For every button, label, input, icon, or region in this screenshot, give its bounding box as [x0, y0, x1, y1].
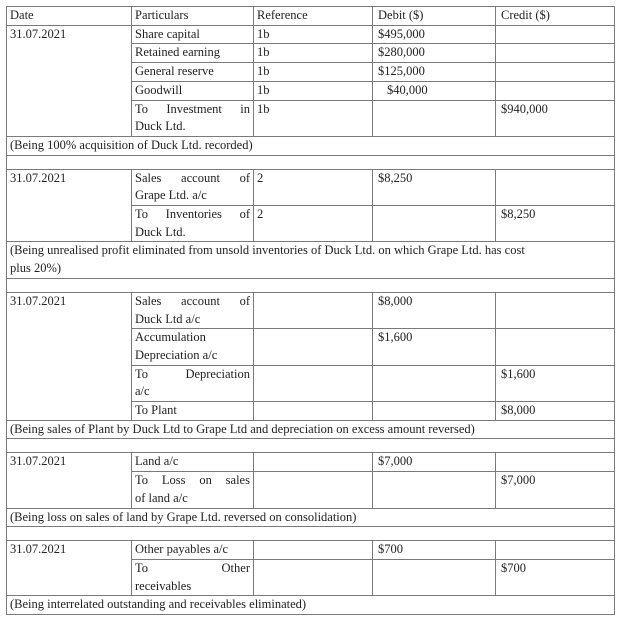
reference-cell: 1b — [254, 25, 373, 44]
spacer-cell — [7, 527, 615, 541]
entry-date: 31.07.2021 — [7, 25, 132, 136]
reference-cell: 1b — [254, 100, 373, 136]
particulars-line: a/c — [135, 384, 150, 399]
reference-cell — [254, 559, 373, 595]
particulars-word: Inventories — [165, 207, 222, 222]
particulars-line: Duck Ltd. — [135, 224, 186, 239]
reference-cell — [254, 453, 373, 472]
header-credit: Credit ($) — [496, 7, 615, 26]
particulars-word: of — [239, 207, 250, 222]
debit-cell: $8,000 — [373, 292, 496, 328]
spacer-row — [7, 155, 615, 169]
reference-cell: 1b — [254, 63, 373, 82]
particulars-word: of — [239, 293, 250, 308]
reference-cell — [254, 541, 373, 560]
particulars-word: account — [181, 170, 220, 185]
header-particulars: Particulars — [132, 7, 254, 26]
particulars-cell — [132, 329, 254, 365]
particulars-cell — [132, 100, 254, 136]
particulars-word: Sales — [135, 293, 162, 308]
debit-cell: $40,000 — [373, 81, 496, 100]
particulars-line — [135, 206, 250, 224]
credit-cell — [496, 44, 615, 63]
particulars-line — [135, 101, 250, 119]
narration-line: (Being unrealised profit eliminated from unsold inventories of Duck Ltd. on which Grape Ltd. has cost — [10, 243, 525, 258]
narration-row — [7, 242, 615, 278]
particulars-cell — [132, 206, 254, 242]
particulars-line — [135, 170, 250, 188]
spacer-row — [7, 439, 615, 453]
spacer-row — [7, 527, 615, 541]
particulars-cell: Land a/c — [132, 453, 254, 472]
table-row — [7, 169, 615, 205]
narration-text: (Being interrelated outstanding and receivables eliminated) — [7, 596, 615, 615]
particulars-cell — [132, 472, 254, 508]
particulars-word: To — [135, 560, 149, 575]
particulars-line — [135, 472, 250, 490]
reference-cell: 1b — [254, 44, 373, 63]
particulars-line — [135, 560, 250, 578]
debit-cell: $1,600 — [373, 329, 496, 365]
particulars-cell: To Plant — [132, 402, 254, 421]
debit-cell — [373, 472, 496, 508]
debit-cell — [373, 100, 496, 136]
particulars-cell: Retained earning — [132, 44, 254, 63]
reference-cell — [254, 472, 373, 508]
particulars-word: on — [199, 473, 212, 488]
reference-cell — [254, 402, 373, 421]
header-date: Date — [7, 7, 132, 26]
debit-cell — [373, 559, 496, 595]
header-reference: Reference — [254, 7, 373, 26]
entry-date: 31.07.2021 — [7, 541, 132, 596]
credit-cell — [496, 453, 615, 472]
particulars-word: To — [135, 366, 149, 381]
particulars-word: To — [135, 101, 149, 116]
debit-cell — [373, 402, 496, 421]
particulars-line: Accumulation — [135, 330, 206, 345]
particulars-line: Duck Ltd a/c — [135, 311, 201, 326]
narration-row — [7, 596, 615, 615]
credit-cell: $8,000 — [496, 402, 615, 421]
spacer-cell — [7, 278, 615, 292]
narration-row — [7, 420, 615, 439]
particulars-word: To — [135, 207, 149, 222]
debit-cell: $495,000 — [373, 25, 496, 44]
particulars-line: Grape Ltd. a/c — [135, 188, 207, 203]
particulars-line — [135, 366, 250, 384]
particulars-line — [135, 293, 250, 311]
credit-cell — [496, 169, 615, 205]
narration-row — [7, 136, 615, 155]
particulars-cell: Goodwill — [132, 81, 254, 100]
header-row — [7, 7, 615, 26]
journal-entries-document — [6, 6, 614, 614]
particulars-word: account — [181, 293, 220, 308]
particulars-line: receivables — [135, 578, 192, 593]
reference-cell — [254, 292, 373, 328]
particulars-line: Duck Ltd. — [135, 119, 186, 134]
particulars-cell — [132, 559, 254, 595]
debit-cell: $8,250 — [373, 169, 496, 205]
debit-cell — [373, 206, 496, 242]
particulars-word: To — [135, 473, 149, 488]
reference-cell: 1b — [254, 81, 373, 100]
credit-cell — [496, 81, 615, 100]
particulars-word: sales — [225, 473, 250, 488]
table-row — [7, 541, 615, 560]
debit-cell: $7,000 — [373, 453, 496, 472]
credit-cell — [496, 292, 615, 328]
table-row — [7, 25, 615, 44]
credit-cell: $700 — [496, 559, 615, 595]
spacer-row — [7, 278, 615, 292]
entry-date: 31.07.2021 — [7, 169, 132, 242]
header-debit: Debit ($) — [373, 7, 496, 26]
debit-cell: $700 — [373, 541, 496, 560]
particulars-line: of land a/c — [135, 490, 188, 505]
reference-cell: 2 — [254, 206, 373, 242]
particulars-cell: Other payables a/c — [132, 541, 254, 560]
narration-row — [7, 508, 615, 527]
reference-cell — [254, 329, 373, 365]
table-row — [7, 453, 615, 472]
credit-cell: $8,250 — [496, 206, 615, 242]
particulars-cell — [132, 169, 254, 205]
credit-cell — [496, 541, 615, 560]
particulars-word: in — [240, 101, 250, 116]
entry-date: 31.07.2021 — [7, 453, 132, 508]
credit-cell — [496, 25, 615, 44]
credit-cell — [496, 329, 615, 365]
particulars-word: Other — [221, 560, 250, 575]
narration-text: (Being sales of Plant by Duck Ltd to Grape Ltd and depreciation on excess amount reversed) — [7, 420, 615, 439]
credit-cell — [496, 63, 615, 82]
table-row — [7, 292, 615, 328]
particulars-word: Sales — [135, 170, 162, 185]
credit-cell: $940,000 — [496, 100, 615, 136]
entry-date: 31.07.2021 — [7, 292, 132, 420]
debit-cell: $280,000 — [373, 44, 496, 63]
reference-cell — [254, 365, 373, 401]
particulars-cell: General reserve — [132, 63, 254, 82]
reference-cell: 2 — [254, 169, 373, 205]
particulars-line: Depreciation a/c — [135, 347, 218, 362]
particulars-word: Loss — [161, 473, 186, 488]
particulars-cell — [132, 365, 254, 401]
particulars-word: of — [239, 170, 250, 185]
credit-cell: $7,000 — [496, 472, 615, 508]
particulars-cell — [132, 292, 254, 328]
narration-text: (Being 100% acquisition of Duck Ltd. recorded) — [7, 136, 615, 155]
credit-cell: $1,600 — [496, 365, 615, 401]
journal-table — [6, 6, 615, 615]
particulars-word: Investment — [166, 101, 222, 116]
narration-line: plus 20%) — [10, 261, 62, 276]
narration-text: (Being loss on sales of land by Grape Ltd. reversed on consolidation) — [7, 508, 615, 527]
particulars-word: Depreciation — [185, 366, 250, 381]
particulars-cell: Share capital — [132, 25, 254, 44]
spacer-cell — [7, 155, 615, 169]
debit-cell — [373, 365, 496, 401]
spacer-cell — [7, 439, 615, 453]
narration-text — [7, 242, 615, 278]
debit-cell: $125,000 — [373, 63, 496, 82]
